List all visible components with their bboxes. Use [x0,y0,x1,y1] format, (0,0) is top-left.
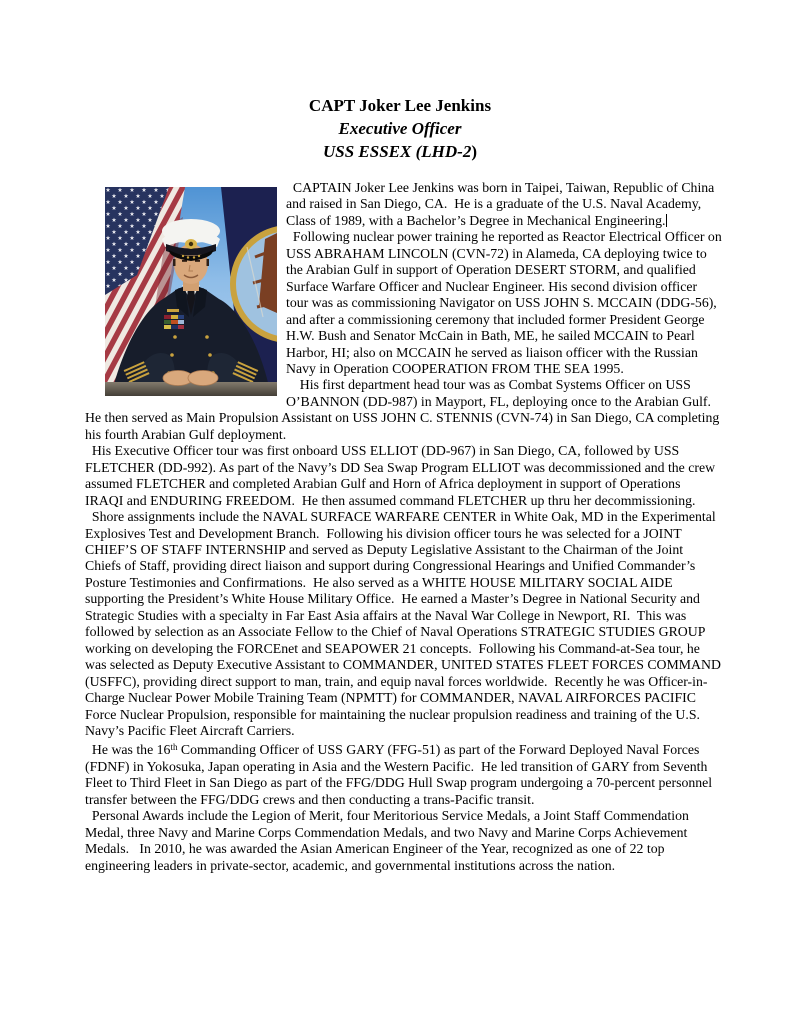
ordinal-superscript: th [170,742,178,753]
title-ship-italic: USS ESSEX (LHD-2 [323,142,472,161]
left-eye [182,260,187,262]
text-cursor [666,214,667,227]
title-name[interactable]: CAPT Joker Lee Jenkins [308,96,492,115]
biography-text[interactable] [85,180,726,874]
warfare-pin [167,309,179,312]
right-eye [195,260,200,262]
portrait-photo[interactable] [105,187,277,396]
bio-text-segment: CAPTAIN Joker Lee Jenkins was born in Taipei, Taiwan, Republic of China and raised in San Diego, CA. He is a graduate of the U.S. Naval Academy, Class of 1989, with a Bachelor’s Degree in Mechanical Engineering. [286,180,718,228]
bio-paragraph-p3[interactable]: His first department head tour was as Combat Systems Officer on USS O’BANNON (DD-987) in Mayport, FL, deploying once to the Arabian Gulf. He then served as Main Propulsion Assistant on USS JOHN C. STENNIS (CVN-74) in San Diego, CA completing his fourth Arabian Gulf deployment. [85,377,723,442]
title-ship[interactable] [0,140,800,163]
bio-text-segment: Commanding Officer of USS GARY (FFG-51) as part of the Forward Deployed Naval Forces (FDNF) in Yokosuka, Japan operating in Asia and the Western Pacific. He led transition of GARY from Seventh Fleet to Third Fleet in San Diego as part of the FFG/DDG Hull Swap program undergoing a 70-percent personnel transfer between the FFG/DDG crews and then conducting a trans-Pacific transit. [85,742,716,807]
bio-paragraph-p7[interactable]: Personal Awards include the Legion of Merit, four Meritorious Service Medals, a Joint Staff Commendation Medal, three Navy and Marine Corps Commendation Medals, and two Navy and Marine Corps Achievement Medals. In 2010, he was awarded the Asian American Engineer of the Year, recognized as one of 22 top engineering leaders in private-sector, academic, and governmental institutions across the nation. [85,808,693,873]
right-sideburn [207,259,210,266]
portrait-photo-graphic [105,187,277,396]
bio-paragraph-p5[interactable]: Shore assignments include the NAVAL SURFACE WARFARE CENTER in White Oak, MD in the Experimental Explosives Test and Development Branch. Following his division officer tours he was selected for a JOINT CHIEF’S OF STAFF INTERNSHIP and served as Deputy Legislative Assistant to the Chairman of the Joint Chiefs of Staff, providing direct liaison and support during Congressional Hearings and Unified Commander’s Posture Testimonies and Confirmations. He also served as a WHITE HOUSE MILITARY SOCIAL AIDE supporting the President’s White House Military Office. He earned a Master’s Degree in National Security and Strategic Studies with a specialty in Far East Asia affairs at the Naval War College in Newport, RI. This was followed by selection as an Associate Fellow to the Chief of Naval Operations STRATEGIC STUDIES GROUP working on developing the FORCEnet and SEAPOWER 21 concepts. Following his Command-at-Sea tour, he was selected as Deputy Executive Assistant to COMMANDER, UNITED STATES FLEET FORCES COMMAND (USFFC), providing direct support to man, train, and equip naval forces worldwide. Recently he was Officer-in-Charge Nuclear Power Mobile Training Team (NPMTT) for COMMANDER, NAVAL AIRFORCES PACIFIC Force Nuclear Propulsion, responsible for maintaining the nuclear propulsion readiness and training of the U.S. Navy’s Pacific Fleet Aircraft Carriers. [85,509,725,738]
title-ship-close-paren: ) [471,142,477,161]
page-title [0,0,800,163]
bio-text-segment: He was the 16 [85,742,171,758]
table-surface [105,382,277,396]
bio-paragraph-p6[interactable] [85,739,722,808]
bio-paragraph-p2[interactable]: Following nuclear power training he reported as Reactor Electrical Officer on USS ABRAHAM LINCOLN (CVN-72) in Alameda, CA deploying twice to the Arabian Gulf in support of Operation DESERT STORM, and qualified Surface Warfare Officer and Nuclear Engineer. His second division officer tour was as commissioning Navigator on USS JOHN S. MCCAIN (DDG-56), and after a commissioning ceremony that included former President George H.W. Bush and Senator McCain in Bath, ME, he sailed MCCAIN to Pearl Harbor, HI; also on MCCAIN he served as liaison officer with the Russian Navy in Operation COOPERATION FROM THE SEA 1995. [286,229,726,376]
bio-paragraph-p4[interactable]: His Executive Officer tour was first onboard USS ELLIOT (DD-967) in San Diego, CA, followed by USS FLETCHER (DD-992). As part of the Navy’s DD Sea Swap Program ELLIOT was decommissioned and the crew assumed FLETCHER and completed Arabian Gulf and Horn of Africa deployment in support of Operations IRAQI and ENDURING FREEDOM. He then assumed command FLETCHER up thru her decommissioning. [85,443,719,508]
title-role[interactable]: Executive Officer [338,119,462,138]
left-sideburn [173,259,176,266]
